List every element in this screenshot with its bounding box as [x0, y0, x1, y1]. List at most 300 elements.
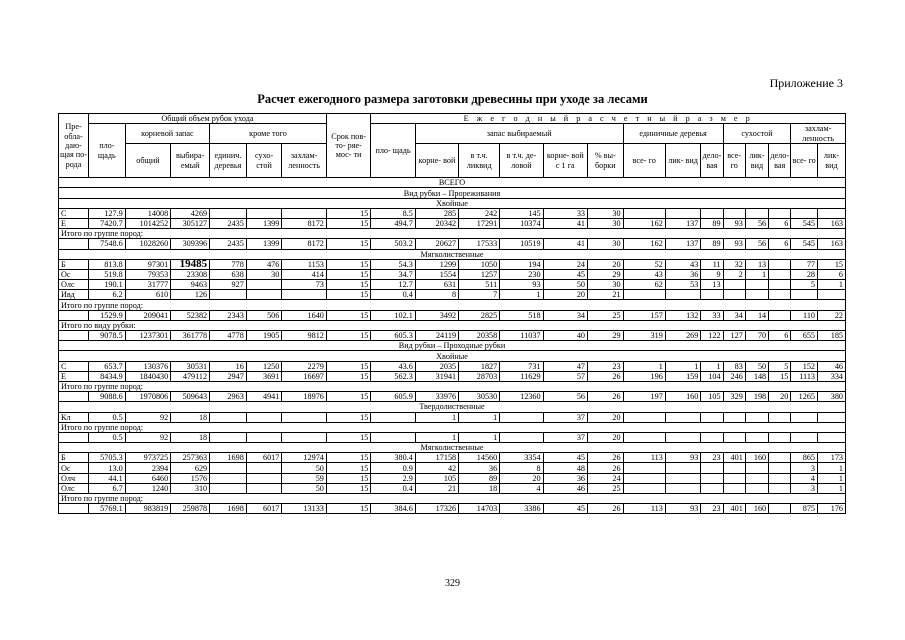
value-cell — [665, 463, 701, 473]
breed-cell: С — [59, 208, 89, 218]
value-cell: 1 — [745, 269, 768, 279]
col-selected: выбира- емый — [171, 144, 210, 178]
value-cell: 15 — [326, 239, 370, 249]
value-cell — [723, 483, 745, 493]
value-cell: 28 — [791, 269, 818, 279]
value-cell: 605.3 — [371, 331, 415, 341]
value-cell — [791, 208, 818, 218]
value-cell: 8.5 — [371, 208, 415, 218]
value-cell: 36 — [665, 269, 701, 279]
value-cell: 6 — [769, 331, 791, 341]
value-cell — [210, 412, 247, 422]
value-cell — [500, 432, 543, 442]
value-cell: 33976 — [415, 392, 458, 402]
breed-cell: Ос — [59, 269, 89, 279]
value-cell: 6.7 — [89, 483, 126, 493]
value-cell: 15 — [326, 269, 370, 279]
col-besides: кроме того — [210, 124, 327, 144]
value-cell: 77 — [791, 259, 818, 269]
breed-cell: Олс — [59, 483, 89, 493]
value-cell: 3492 — [415, 310, 458, 320]
value-cell: 1399 — [246, 239, 282, 249]
document-title: Расчет ежегодного размера заготовки древесины при уходе за лесами — [257, 92, 648, 106]
value-cell — [623, 483, 665, 493]
value-cell: 36 — [459, 463, 500, 473]
value-cell — [769, 259, 791, 269]
breed-cell: Кл — [59, 412, 89, 422]
value-cell — [745, 208, 768, 218]
value-cell: 157 — [623, 310, 665, 320]
value-cell: 8 — [500, 463, 543, 473]
value-cell: 2435 — [210, 218, 247, 228]
value-cell: 30 — [246, 269, 282, 279]
table-row — [59, 371, 846, 381]
value-cell: 15 — [326, 453, 370, 463]
value-cell: 7548.6 — [89, 239, 126, 249]
table-row — [59, 392, 846, 402]
value-cell: 731 — [500, 361, 543, 371]
value-cell: 653.7 — [89, 361, 126, 371]
value-cell: 319 — [623, 331, 665, 341]
value-cell: 122 — [701, 331, 723, 341]
value-cell: 18976 — [282, 392, 327, 402]
value-cell: 15 — [326, 290, 370, 300]
value-cell: 18 — [459, 483, 500, 493]
value-cell: 545 — [791, 239, 818, 249]
value-cell: 25 — [588, 483, 624, 493]
table-header — [59, 114, 846, 178]
value-cell: 196 — [623, 371, 665, 381]
value-cell — [210, 483, 247, 493]
value-cell — [246, 208, 282, 218]
value-cell: 380 — [818, 392, 846, 402]
col-root-stock: корневой запас — [125, 124, 209, 144]
value-cell: 16 — [210, 361, 247, 371]
value-cell: 37 — [543, 432, 587, 442]
value-cell: 25 — [588, 310, 624, 320]
value-cell — [818, 412, 846, 422]
value-cell — [246, 473, 282, 483]
section-row — [59, 341, 846, 351]
value-cell: 511 — [459, 280, 500, 290]
value-cell: 334 — [818, 371, 846, 381]
value-cell: 15 — [326, 412, 370, 422]
col-business: в т.ч. де- ловой — [500, 144, 543, 178]
value-cell: 4778 — [210, 331, 247, 341]
value-cell: 110 — [791, 310, 818, 320]
value-cell — [769, 208, 791, 218]
col-stock-selected: запас выбираемый — [415, 124, 623, 144]
value-cell: 1698 — [210, 453, 247, 463]
col-dry: сухостой — [723, 124, 791, 144]
value-cell: 176 — [818, 504, 846, 514]
value-cell: 1153 — [282, 259, 327, 269]
value-cell: 13 — [701, 280, 723, 290]
value-cell: 15 — [326, 259, 370, 269]
value-cell — [745, 483, 768, 493]
value-cell: 44.1 — [89, 473, 126, 483]
value-cell: 9 — [701, 269, 723, 279]
table-row — [59, 473, 846, 483]
value-cell: 8 — [415, 290, 458, 300]
value-cell: 42 — [415, 463, 458, 473]
value-cell: 973725 — [125, 453, 171, 463]
value-cell: 1028260 — [125, 239, 171, 249]
value-cell: 70 — [745, 331, 768, 341]
value-cell — [818, 432, 846, 442]
value-cell — [623, 208, 665, 218]
value-cell: 1 — [701, 361, 723, 371]
value-cell: 43 — [623, 269, 665, 279]
value-cell: 50 — [543, 280, 587, 290]
value-cell — [665, 290, 701, 300]
value-cell: 26 — [588, 392, 624, 402]
subtotal-label: Итого по группе пород: — [59, 300, 846, 310]
value-cell: 59 — [282, 473, 327, 483]
breed-cell: Б — [59, 453, 89, 463]
value-cell: 9088.6 — [89, 392, 126, 402]
value-cell — [818, 208, 846, 218]
value-cell: 32 — [723, 259, 745, 269]
value-cell: 46 — [818, 361, 846, 371]
value-cell — [769, 473, 791, 483]
value-cell — [745, 432, 768, 442]
value-cell: 983819 — [125, 504, 171, 514]
value-cell: 865 — [791, 453, 818, 463]
value-cell: 54.3 — [371, 259, 415, 269]
value-cell: 246 — [723, 371, 745, 381]
value-cell — [745, 473, 768, 483]
value-cell: 209041 — [125, 310, 171, 320]
value-cell: 30530 — [459, 392, 500, 402]
value-cell: 1299 — [415, 259, 458, 269]
value-cell: 89 — [701, 239, 723, 249]
value-cell — [282, 432, 327, 442]
table-body — [59, 178, 846, 514]
value-cell: 26 — [588, 504, 624, 514]
value-cell: 15 — [326, 473, 370, 483]
value-cell: 1698 — [210, 504, 247, 514]
value-cell: 503.2 — [371, 239, 415, 249]
value-cell: 8172 — [282, 239, 327, 249]
value-cell: 1905 — [246, 331, 282, 341]
value-cell: 30 — [588, 239, 624, 249]
col-liquid: в т.ч. ликвид — [459, 144, 500, 178]
value-cell — [701, 473, 723, 483]
value-cell: 113 — [623, 504, 665, 514]
value-cell: 126 — [171, 290, 210, 300]
value-cell: 4 — [791, 473, 818, 483]
value-cell: 34 — [543, 310, 587, 320]
value-cell: 104 — [701, 371, 723, 381]
value-cell: 545 — [791, 218, 818, 228]
value-cell — [210, 432, 247, 442]
value-cell — [791, 412, 818, 422]
value-cell: 89 — [459, 473, 500, 483]
section-heading: ВСЕГО — [59, 178, 846, 188]
value-cell — [210, 463, 247, 473]
value-cell: 1 — [459, 432, 500, 442]
col-percent: % вы- борки — [588, 144, 624, 178]
value-cell — [745, 290, 768, 300]
value-cell: 26 — [588, 371, 624, 381]
value-cell: 137 — [665, 218, 701, 228]
value-cell: 34 — [723, 310, 745, 320]
breed-cell — [59, 392, 89, 402]
value-cell: 1 — [415, 412, 458, 422]
subtotal-label: Итого по группе пород: — [59, 381, 846, 391]
value-cell: 162 — [623, 218, 665, 228]
col-root: корне- вой — [415, 144, 458, 178]
value-cell: 130376 — [125, 361, 171, 371]
section-row — [59, 178, 846, 188]
value-cell: 105 — [701, 392, 723, 402]
value-cell: 0.5 — [89, 412, 126, 422]
value-cell: 13.0 — [89, 463, 126, 473]
value-cell: 269 — [665, 331, 701, 341]
value-cell: 401 — [723, 504, 745, 514]
value-cell: 1 — [623, 361, 665, 371]
value-cell: 185 — [818, 331, 846, 341]
value-cell: 5 — [769, 361, 791, 371]
value-cell: 8434.9 — [89, 371, 126, 381]
value-cell — [210, 208, 247, 218]
col-all: все- го — [623, 144, 665, 178]
value-cell: 638 — [210, 269, 247, 279]
value-cell: 1 — [415, 432, 458, 442]
subtotal-label-row — [59, 381, 846, 391]
value-cell: 89 — [701, 218, 723, 228]
value-cell — [769, 310, 791, 320]
value-cell: 30 — [588, 280, 624, 290]
forest-harvest-table — [58, 113, 846, 514]
section-row — [59, 198, 846, 208]
value-cell: 33 — [701, 310, 723, 320]
value-cell: 875 — [791, 504, 818, 514]
section-heading: Вид рубки – Проходные рубки — [59, 341, 846, 351]
value-cell: 8172 — [282, 218, 327, 228]
value-cell: 45 — [543, 504, 587, 514]
value-cell: 41 — [543, 239, 587, 249]
table-row — [59, 453, 846, 463]
table-row — [59, 432, 846, 442]
table-row — [59, 463, 846, 473]
subtotal-label-row — [59, 422, 846, 432]
value-cell: 1 — [459, 412, 500, 422]
value-cell — [701, 483, 723, 493]
value-cell: 494.7 — [371, 218, 415, 228]
value-cell: 305127 — [171, 218, 210, 228]
section-heading: Мягколиственные — [59, 443, 846, 453]
value-cell — [246, 463, 282, 473]
value-cell: 0.4 — [371, 483, 415, 493]
value-cell — [745, 280, 768, 290]
value-cell — [701, 412, 723, 422]
value-cell — [665, 412, 701, 422]
value-cell — [769, 463, 791, 473]
value-cell: 7 — [459, 290, 500, 300]
value-cell: 43 — [665, 259, 701, 269]
value-cell: 414 — [282, 269, 327, 279]
value-cell: 309396 — [171, 239, 210, 249]
value-cell: 137 — [665, 239, 701, 249]
value-cell: 46 — [543, 483, 587, 493]
breed-cell: Олс — [59, 280, 89, 290]
value-cell — [500, 412, 543, 422]
value-cell — [210, 473, 247, 483]
value-cell: 1970806 — [125, 392, 171, 402]
value-cell: 2343 — [210, 310, 247, 320]
value-cell: 145 — [500, 208, 543, 218]
value-cell: 2 — [723, 269, 745, 279]
col-breed: Пре- обла- даю- щая по- рода — [59, 114, 89, 178]
breed-cell: Б — [59, 259, 89, 269]
value-cell — [623, 463, 665, 473]
value-cell: 0.5 — [89, 432, 126, 442]
value-cell: 73 — [282, 280, 327, 290]
value-cell: 3 — [791, 463, 818, 473]
col-clutter2: захлам- ленность — [791, 124, 846, 144]
value-cell — [246, 432, 282, 442]
value-cell: 152 — [791, 361, 818, 371]
value-cell — [769, 504, 791, 514]
value-cell: 17158 — [415, 453, 458, 463]
value-cell: 197 — [623, 392, 665, 402]
value-cell: 48 — [543, 463, 587, 473]
value-cell: 3354 — [500, 453, 543, 463]
value-cell: 173 — [818, 453, 846, 463]
value-cell: 20 — [769, 392, 791, 402]
value-cell: 15 — [326, 280, 370, 290]
value-cell: 24 — [588, 473, 624, 483]
col-liquid2: лик- вид — [745, 144, 768, 178]
value-cell: 15 — [326, 208, 370, 218]
value-cell: 2825 — [459, 310, 500, 320]
value-cell: 24119 — [415, 331, 458, 341]
section-heading: Хвойные — [59, 198, 846, 208]
value-cell: 5705.3 — [89, 453, 126, 463]
table-row — [59, 331, 846, 341]
col-dead: сухо- стой — [246, 144, 282, 178]
value-cell: 160 — [745, 453, 768, 463]
value-cell — [723, 473, 745, 483]
value-cell: 2963 — [210, 392, 247, 402]
value-cell: 92 — [125, 432, 171, 442]
value-cell: 15 — [326, 310, 370, 320]
value-cell: 1840430 — [125, 371, 171, 381]
breed-cell: Ивд — [59, 290, 89, 300]
value-cell: 15 — [326, 483, 370, 493]
value-cell: 13 — [745, 259, 768, 269]
value-cell: 1050 — [459, 259, 500, 269]
value-cell: 1554 — [415, 269, 458, 279]
subtotal-label: Итого по группе пород: — [59, 229, 846, 239]
value-cell: 257363 — [171, 453, 210, 463]
col-root-per-ha: корне- вой с 1 га — [543, 144, 587, 178]
value-cell: 655 — [791, 331, 818, 341]
value-cell: 813.8 — [89, 259, 126, 269]
breed-cell — [59, 310, 89, 320]
value-cell: 3691 — [246, 371, 282, 381]
breed-cell: С — [59, 361, 89, 371]
value-cell: 9078.5 — [89, 331, 126, 341]
value-cell — [769, 432, 791, 442]
value-cell: 15 — [326, 371, 370, 381]
value-cell: 1113 — [791, 371, 818, 381]
value-cell — [282, 412, 327, 422]
value-cell: 29 — [588, 269, 624, 279]
col-business-short: дело- вая — [701, 144, 723, 178]
value-cell: 36 — [543, 473, 587, 483]
value-cell: 2435 — [210, 239, 247, 249]
page-number: 329 — [445, 578, 460, 589]
value-cell: 160 — [665, 392, 701, 402]
section-row — [59, 402, 846, 412]
value-cell: 12360 — [500, 392, 543, 402]
value-cell: 30 — [588, 208, 624, 218]
breed-cell: Е — [59, 218, 89, 228]
value-cell: 159 — [665, 371, 701, 381]
col-total: общий — [125, 144, 171, 178]
col-single-trees: единич. деревья — [210, 144, 247, 178]
value-cell — [371, 432, 415, 442]
breed-cell — [59, 331, 89, 341]
breed-cell — [59, 239, 89, 249]
value-cell: 29 — [588, 331, 624, 341]
value-cell: 26 — [588, 453, 624, 463]
value-cell — [665, 432, 701, 442]
value-cell: 31777 — [125, 280, 171, 290]
value-cell — [723, 290, 745, 300]
value-cell: 11629 — [500, 371, 543, 381]
value-cell: 20 — [588, 432, 624, 442]
value-cell: 1 — [665, 361, 701, 371]
value-cell: 380.4 — [371, 453, 415, 463]
value-cell: 18 — [171, 412, 210, 422]
value-cell: 194 — [500, 259, 543, 269]
table-row — [59, 239, 846, 249]
subtotal-label-row — [59, 300, 846, 310]
value-cell: 105 — [415, 473, 458, 483]
value-cell — [791, 290, 818, 300]
value-cell: 1576 — [171, 473, 210, 483]
value-cell: 6.2 — [89, 290, 126, 300]
col-area2: пло- щадь — [371, 124, 415, 178]
value-cell: 6 — [818, 269, 846, 279]
value-cell: 629 — [171, 463, 210, 473]
subtotal-label: Итого по группе пород: — [59, 422, 846, 432]
value-cell — [769, 412, 791, 422]
value-cell: 57 — [543, 371, 587, 381]
value-cell: 605.9 — [371, 392, 415, 402]
value-cell: 9463 — [171, 280, 210, 290]
value-cell: 384.6 — [371, 504, 415, 514]
value-cell — [769, 280, 791, 290]
value-cell: 3 — [791, 483, 818, 493]
table-row — [59, 259, 846, 269]
value-cell: 10374 — [500, 218, 543, 228]
col-all3: все- го — [791, 144, 818, 178]
value-cell: 0.9 — [371, 463, 415, 473]
value-cell: 1 — [818, 280, 846, 290]
value-cell: 127 — [723, 331, 745, 341]
breed-cell — [59, 432, 89, 442]
value-cell: 45 — [543, 453, 587, 463]
value-cell: 24 — [543, 259, 587, 269]
value-cell — [769, 290, 791, 300]
value-cell: 11 — [701, 259, 723, 269]
value-cell — [701, 290, 723, 300]
